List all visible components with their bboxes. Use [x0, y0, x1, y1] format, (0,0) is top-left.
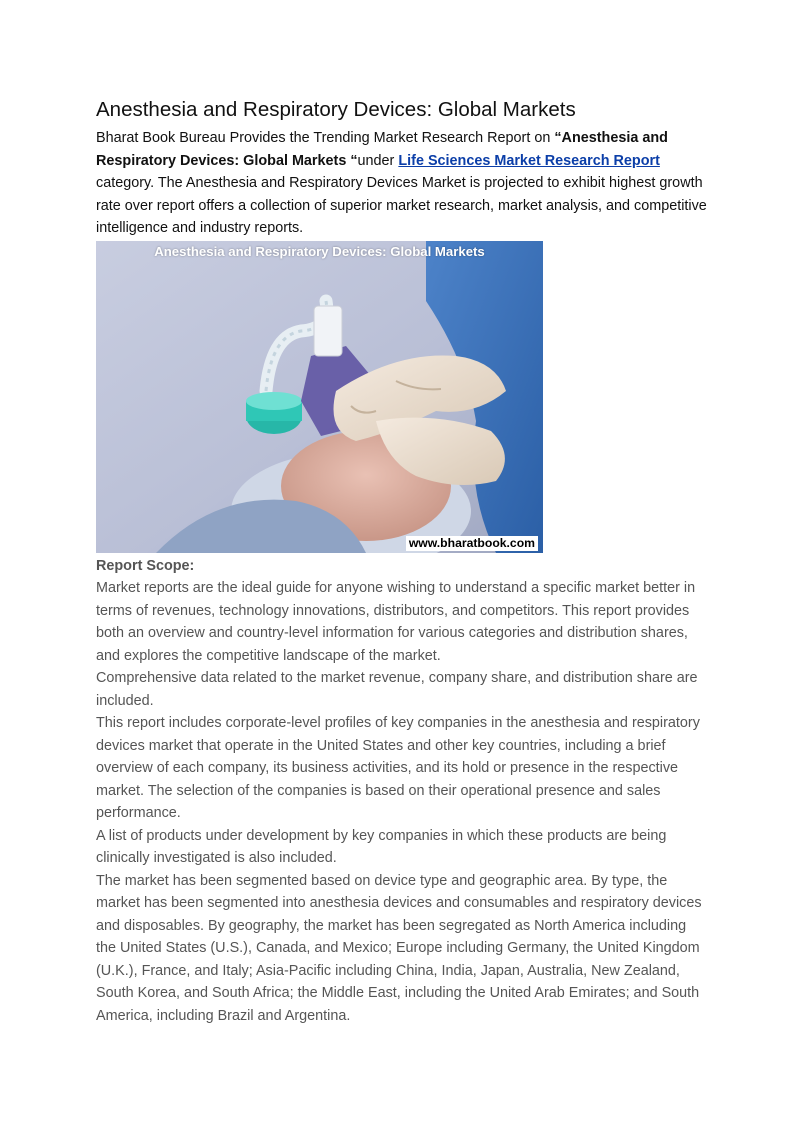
scope-heading: Report Scope:: [96, 557, 195, 574]
anesthesia-mask-illustration: [96, 241, 543, 553]
scope-paragraph: The market has been segmented based on device type and geographic area. By type, the market has been segmented into anesthesia devices and consumables and respiratory devices and disposables. By geography, the market has been segregated as North America including the United States (U.S.), Canada, and Mexico; Europe including Germany, the United Kingdom (U.K.), France, and Italy; Asia-Pacific including China, India, Japan, Australia, New Zealand, South Korea, and South Africa; the Middle East, including the United Arab Emirates; and South America, including Brazil and Argentina.: [96, 872, 702, 1024]
intro-rest: category. The Anesthesia and Respiratory Devices Market is projected to exhibit highest growth rate over report offers a collection of superior market research, market analysis, and competitive intelligence and industry reports.: [96, 175, 707, 236]
scope-paragraph: Comprehensive data related to the market revenue, company share, and distribution share are included.: [96, 670, 698, 709]
intro-report-title: “Anesthesia and Respiratory Devices: Global Markets “: [96, 130, 668, 169]
page-title: Anesthesia and Respiratory Devices: Global Markets: [96, 98, 576, 121]
intro-under: under: [357, 152, 399, 169]
scope-paragraph: A list of products under development by key companies in which these products are being clinically investigated is also included.: [96, 827, 667, 866]
scope-paragraph: Market reports are the ideal guide for anyone wishing to understand a specific market better in terms of revenues, technology innovations, distributors, and competitors. This report provides both an overview and country-level information for various categories and distribution shares, and explores the competitive landscape of the market.: [96, 580, 696, 664]
report-scope-section: [96, 555, 708, 1028]
category-link[interactable]: Life Sciences Market Research Report: [398, 152, 660, 169]
scope-paragraph: This report includes corporate-level profiles of key companies in the anesthesia and respiratory devices market that operate in the United States and other key countries, including a brief overview of each company, its business activities, and its hold or presence in the respective market. The selection of the companies is based on their operational presence and sales performance.: [96, 715, 700, 821]
hero-image: [96, 241, 543, 553]
image-caption: Anesthesia and Respiratory Devices: Global Markets: [154, 243, 485, 259]
intro-paragraph: [96, 127, 708, 240]
document-content: [96, 97, 708, 1027]
image-watermark: www.bharatbook.com: [406, 536, 538, 551]
intro-lead: Bharat Book Bureau Provides the Trending Market Research Report on: [96, 130, 555, 146]
